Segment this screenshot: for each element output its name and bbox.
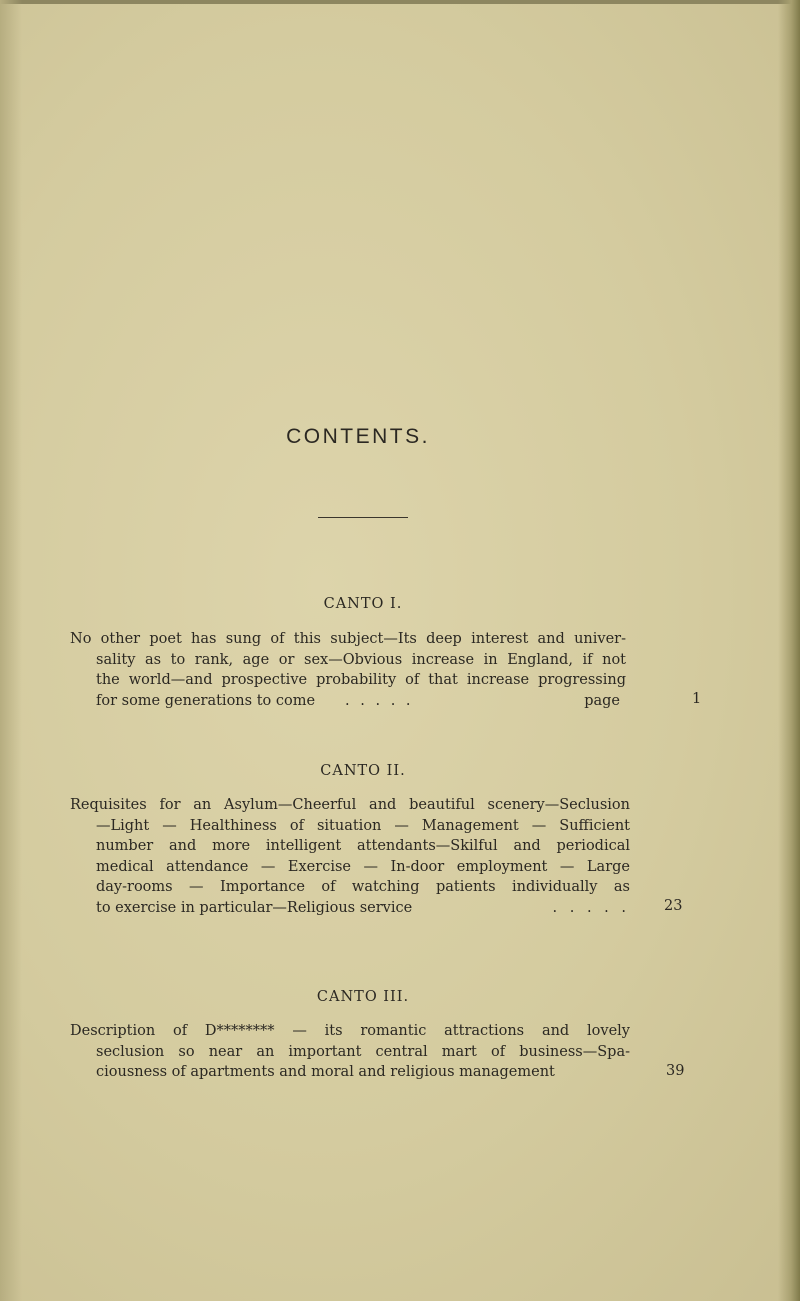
page-left-edge xyxy=(0,0,22,1301)
canto-1-line-4: for some generations to come xyxy=(96,692,316,709)
page-right-edge xyxy=(778,0,800,1301)
canto-1-summary xyxy=(70,629,626,711)
title-rule xyxy=(318,517,408,518)
canto-1-line-1: No other poet has sung of this subject—Its deep interest and univer- xyxy=(70,631,626,647)
canto-2-heading: CANTO II. xyxy=(320,763,406,779)
canto-1-page-label: page xyxy=(584,692,620,709)
canto-3-line-3: ciousness of apartments and moral and religious management xyxy=(96,1064,555,1080)
canto-2-line-4: medical attendance — Exercise — In-door employment — Large xyxy=(96,858,630,875)
canto-3-heading: CANTO III. xyxy=(316,989,410,1005)
canto-2-last-row xyxy=(96,898,630,919)
canto-2-line-6: to exercise in particular—Religious service xyxy=(96,899,413,916)
canto-2-line-3: number and more intelligent attendants—Skilful and periodical xyxy=(96,838,630,854)
page-top-edge xyxy=(0,0,800,4)
canto-3-line-1: Description of D******** — its romantic attractions and lovely xyxy=(70,1023,630,1039)
canto-1-heading: CANTO I. xyxy=(323,596,403,612)
canto-2-line-1: Requisites for an Asylum—Cheerful and beautiful scenery—Seclusion xyxy=(70,797,630,813)
canto-2-line-5: day-rooms — Importance of watching patients individually as xyxy=(96,879,630,895)
canto-1-leader-dots: . . . . . xyxy=(345,692,414,709)
canto-3-page-number: 39 xyxy=(666,1063,685,1079)
canto-2-summary xyxy=(70,795,630,918)
canto-2-page-number: 23 xyxy=(664,898,683,914)
canto-1-line-3: the world—and prospective probability of that increase progressing xyxy=(96,672,626,688)
canto-3-summary xyxy=(70,1021,630,1083)
canto-2-leader-dots: . . . . . xyxy=(552,899,630,916)
canto-3-line-2: seclusion so near an important central mart of business—Spa- xyxy=(96,1043,630,1060)
canto-2-line-2: —Light — Healthiness of situation — Management — Sufficient xyxy=(96,817,630,834)
canto-1-page-number: 1 xyxy=(692,691,702,707)
page-title: CONTENTS. xyxy=(286,425,430,448)
canto-1-last-row xyxy=(96,691,626,712)
canto-1-line-2: sality as to rank, age or sex—Obvious increase in England, if not xyxy=(96,651,626,668)
